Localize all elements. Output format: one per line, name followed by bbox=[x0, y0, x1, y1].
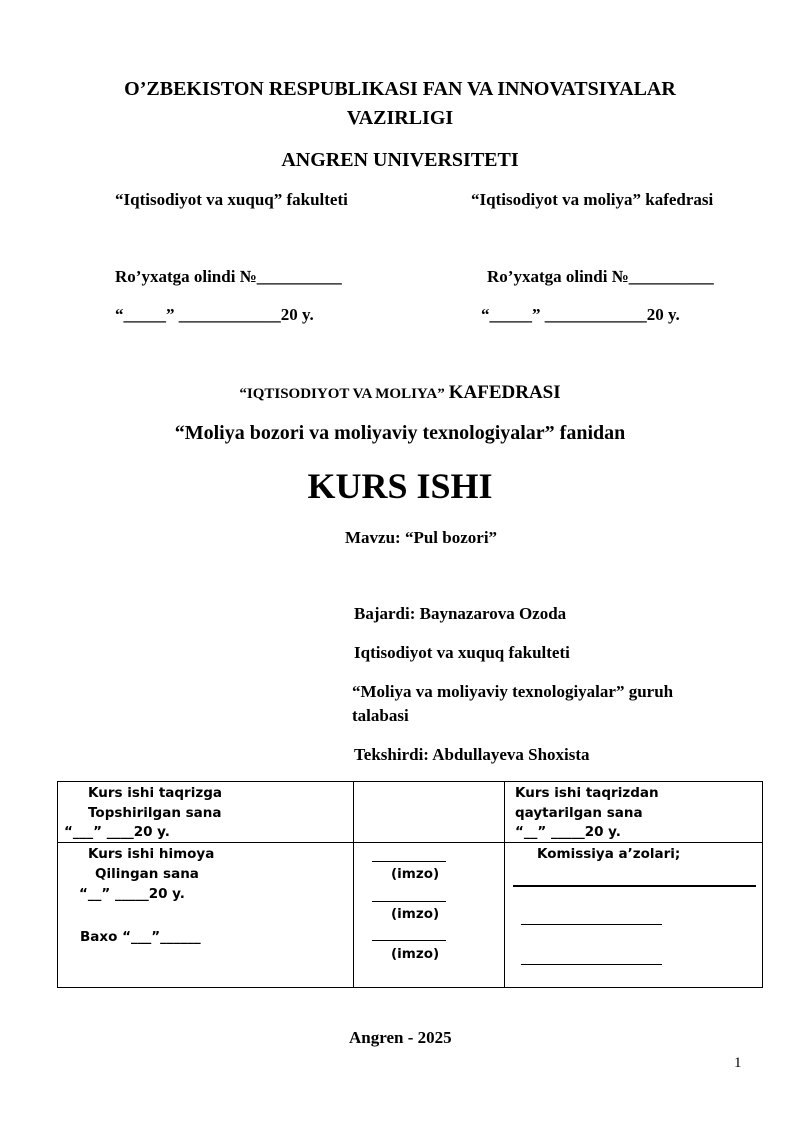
document-title: KURS ISHI bbox=[307, 466, 493, 506]
registration-left: Ro’yxatga olindi №__________ bbox=[115, 267, 342, 286]
r2-left-line-1: Kurs ishi himoya bbox=[88, 846, 215, 862]
table-divider-2 bbox=[504, 782, 505, 987]
signature-line-1 bbox=[372, 861, 446, 862]
group-line-2: talabasi bbox=[352, 706, 409, 725]
author-faculty: Iqtisodiyot va xuquq fakulteti bbox=[354, 643, 570, 662]
page-number: 1 bbox=[734, 1055, 742, 1071]
r1-right-line-1: Kurs ishi taqrizdan bbox=[515, 785, 659, 801]
grade-line: Baxo “___”______ bbox=[80, 929, 201, 945]
university-name: ANGREN UNIVERSITETI bbox=[281, 149, 519, 171]
signature-line-2 bbox=[372, 901, 446, 902]
r1-left-line-2: Topshirilgan sana bbox=[88, 805, 222, 821]
ministry-line-2: VAZIRLIGI bbox=[346, 107, 454, 129]
submission-table bbox=[57, 781, 763, 988]
table-row-divider bbox=[58, 842, 762, 843]
table-divider-1 bbox=[353, 782, 354, 987]
r1-right-line-2: qaytarilgan sana bbox=[515, 805, 643, 821]
place-year: Angren - 2025 bbox=[349, 1028, 452, 1047]
subject-line: “Moliya bozori va moliyaviy texnologiyalar” fanidan bbox=[174, 422, 626, 444]
topic-line: Mavzu: “Pul bozori” bbox=[345, 528, 498, 547]
commission-label: Komissiya a’zolari; bbox=[537, 846, 681, 862]
r1-left-date: “___” ____20 y. bbox=[64, 824, 170, 840]
department-name: “Iqtisodiyot va moliya” kafedrasi bbox=[471, 190, 714, 209]
kafedra-heading bbox=[0, 382, 800, 404]
faculty-name: “Iqtisodiyot va xuquq” fakulteti bbox=[115, 190, 348, 209]
signature-line-3 bbox=[372, 940, 446, 941]
commission-line-2 bbox=[521, 924, 662, 925]
ministry-line-1: O’ZBEKISTON RESPUBLIKASI FAN VA INNOVATSIYALAR bbox=[124, 78, 676, 100]
commission-line-1 bbox=[513, 885, 756, 887]
checker-line: Tekshirdi: Abdullayeva Shoxista bbox=[354, 745, 590, 764]
signature-label-2: (imzo) bbox=[391, 906, 440, 922]
r1-right-date: “__” _____20 y. bbox=[515, 824, 621, 840]
group-line-1: “Moliya va moliyaviy texnologiyalar” guruh bbox=[352, 682, 674, 701]
registration-date-right: “_____” ____________20 y. bbox=[481, 305, 680, 324]
kafedra-name: “IQTISODIYOT VA MOLIYA” bbox=[239, 386, 445, 402]
signature-label-3: (imzo) bbox=[391, 946, 440, 962]
signature-label-1: (imzo) bbox=[391, 866, 440, 882]
kafedra-word: KAFEDRASI bbox=[448, 382, 561, 403]
r2-left-date: “__” _____20 y. bbox=[79, 886, 185, 902]
performer-line: Bajardi: Baynazarova Ozoda bbox=[354, 604, 567, 623]
registration-right: Ro’yxatga olindi №__________ bbox=[487, 267, 714, 286]
r1-left-line-1: Kurs ishi taqrizga bbox=[88, 785, 222, 801]
r2-left-line-2: Qilingan sana bbox=[95, 866, 199, 882]
registration-date-left: “_____” ____________20 y. bbox=[115, 305, 314, 324]
commission-line-3 bbox=[521, 964, 662, 965]
